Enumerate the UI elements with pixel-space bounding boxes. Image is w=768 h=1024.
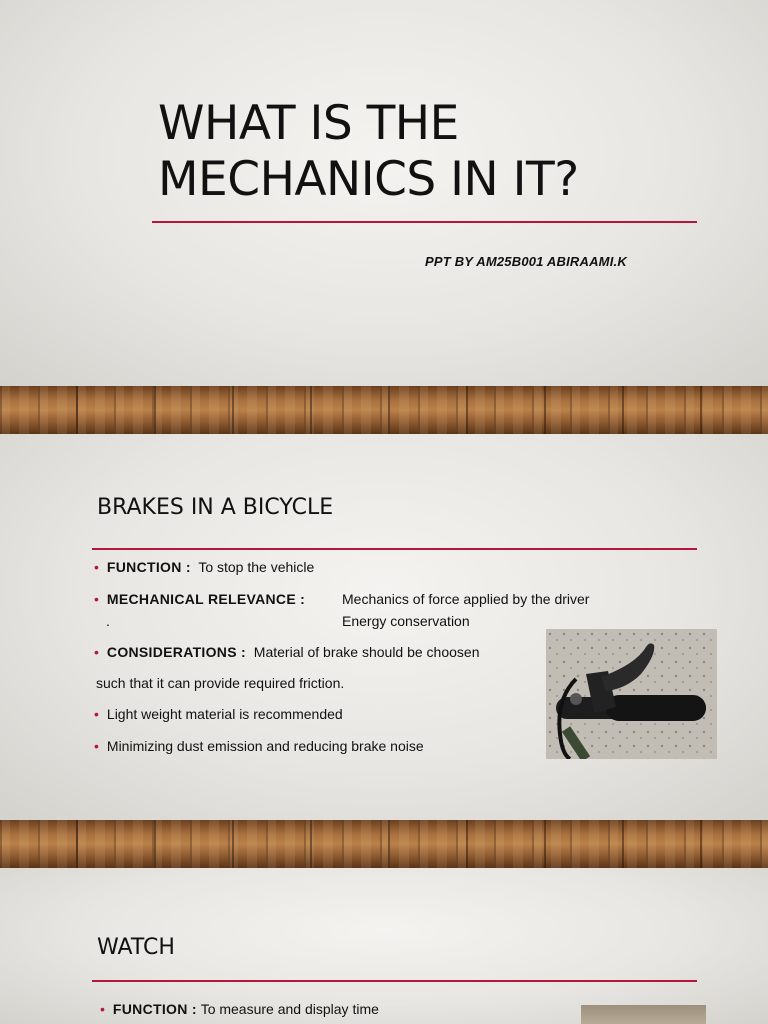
slide-brakes [0, 434, 768, 820]
bullet-light-weight [94, 706, 343, 722]
bullet-marker: • [94, 738, 99, 754]
title-line-1: WHAT IS THE [158, 96, 459, 151]
function-text: To stop the vehicle [198, 559, 315, 575]
considerations-text: Material of brake should be choosen [253, 644, 480, 660]
relevance-dot: . [106, 613, 110, 629]
bullet-marker: • [94, 559, 99, 575]
heading-divider [92, 980, 697, 982]
bullet-marker: • [94, 706, 99, 722]
slide-title [0, 0, 768, 386]
bullet-light-weight-text: Light weight material is recommended [106, 706, 343, 722]
wood-separator [0, 386, 768, 434]
brake-lever-image [546, 629, 717, 759]
function-label: FUNCTION : [106, 559, 191, 575]
bullet-marker: • [100, 1001, 105, 1017]
slide-heading: WATCH [97, 935, 175, 960]
considerations-label: CONSIDERATIONS : [106, 644, 247, 660]
bullet-dust-text: Minimizing dust emission and reducing brake noise [106, 738, 424, 754]
bullet-relevance [94, 591, 305, 607]
slide-watch [0, 868, 768, 1024]
slide-heading: BRAKES IN A BICYCLE [97, 495, 334, 520]
title-line-2: MECHANICS IN IT? [158, 152, 579, 207]
heading-divider [92, 548, 697, 550]
bullet-marker: • [94, 644, 99, 660]
considerations-continued: such that it can provide required friction. [96, 675, 345, 691]
bullet-function [100, 1001, 379, 1017]
watch-photo [581, 1005, 706, 1024]
bullet-marker: • [94, 591, 99, 607]
byline: PPT BY AM25B001 ABIRAAMI.K [425, 254, 627, 269]
function-text: To measure and display time [200, 1001, 379, 1017]
bullet-considerations [94, 644, 480, 660]
brake-lever-photo [546, 629, 717, 759]
relevance-text-1: Mechanics of force applied by the driver [342, 591, 590, 607]
bullet-function [94, 559, 314, 575]
slide-title-heading [158, 96, 579, 208]
title-divider [152, 221, 697, 223]
relevance-label: MECHANICAL RELEVANCE : [106, 591, 306, 607]
bullet-dust [94, 738, 424, 754]
wood-separator [0, 820, 768, 868]
function-label: FUNCTION : [112, 1001, 197, 1017]
relevance-text-2: Energy conservation [342, 613, 470, 629]
